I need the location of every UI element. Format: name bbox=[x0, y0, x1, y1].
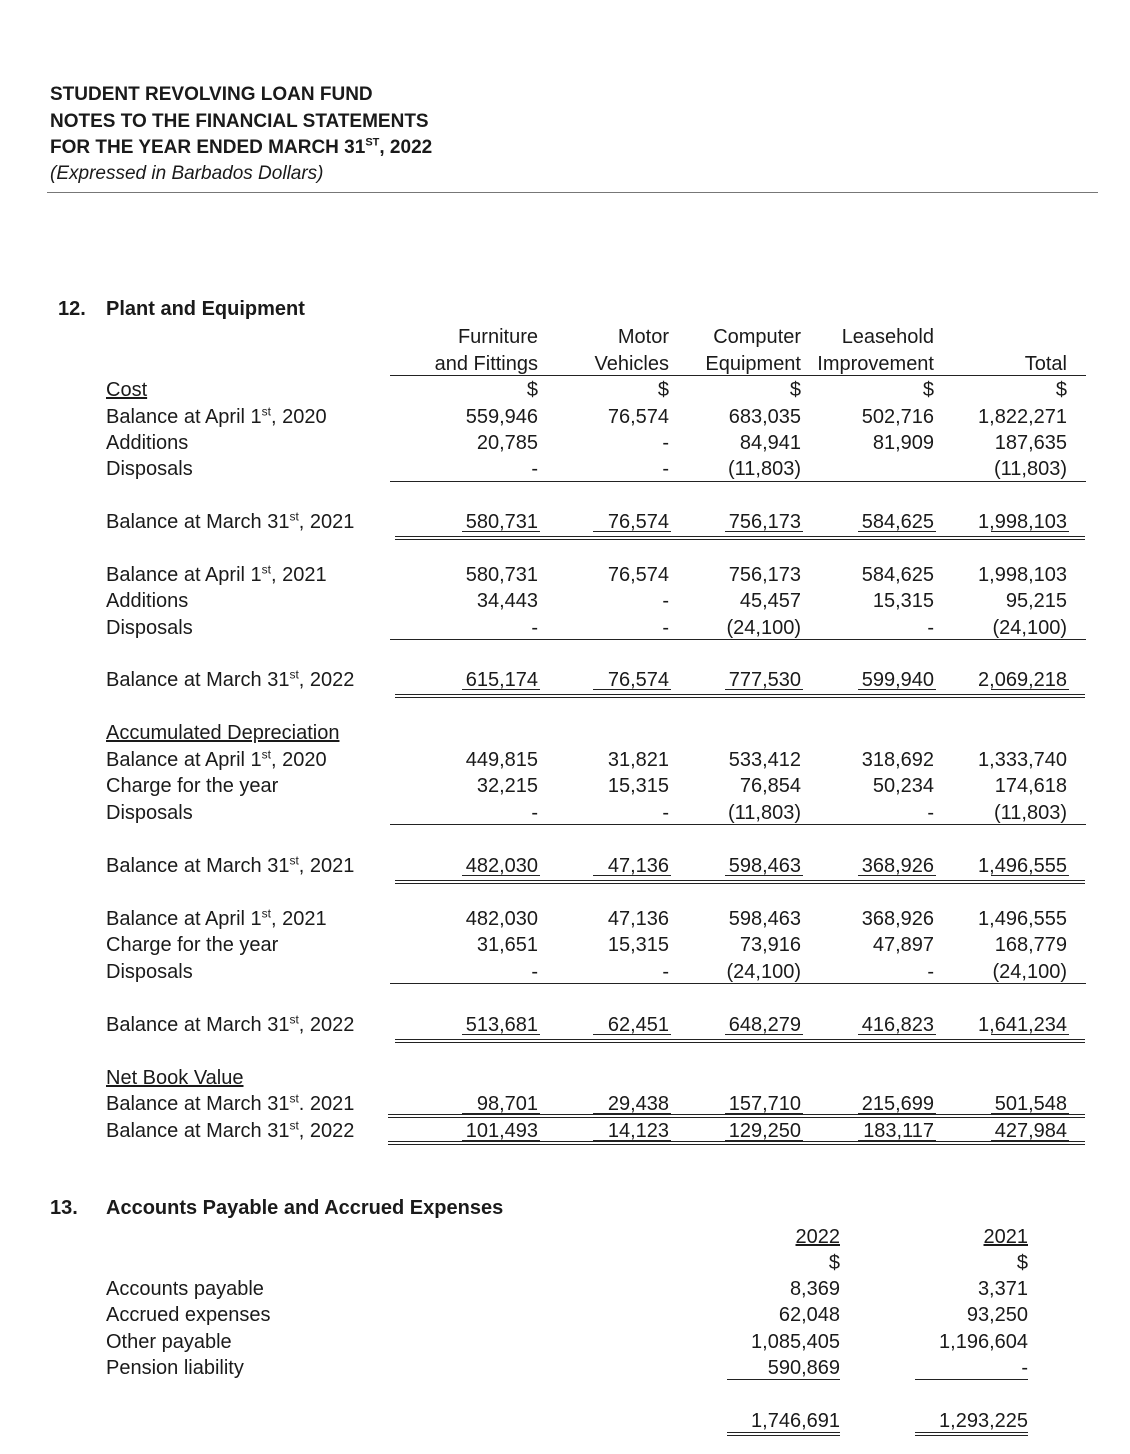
table-cell: 20,785 bbox=[476, 432, 538, 454]
table-cell: 76,574 bbox=[607, 564, 669, 586]
table-cell: 756,173 bbox=[728, 564, 801, 586]
table-cell: 584,625 bbox=[861, 511, 934, 533]
subtotal-rule bbox=[390, 824, 1086, 825]
figure-underline bbox=[725, 875, 803, 876]
figure-underline bbox=[593, 689, 671, 690]
table-cell: 2,069,218 bbox=[978, 669, 1067, 691]
table-cell: 15,315 bbox=[607, 775, 669, 797]
table-cell: (24,100) bbox=[992, 617, 1067, 639]
row-label: Balance at April 1st, 2021 bbox=[106, 562, 327, 586]
table-cell: 47,136 bbox=[607, 908, 669, 930]
table-cell: 1,998,103 bbox=[978, 564, 1067, 586]
note-12-number: 12. bbox=[58, 298, 86, 320]
table-cell: - bbox=[662, 590, 669, 612]
table-cell: 34,443 bbox=[476, 590, 538, 612]
nbv-double-rule bbox=[388, 1114, 1085, 1118]
table-cell: 615,174 bbox=[465, 669, 538, 691]
table-cell: - bbox=[531, 617, 538, 639]
column-header-top: Furniture bbox=[457, 326, 538, 348]
table-cell: 31,821 bbox=[607, 749, 669, 771]
table-cell: 29,438 bbox=[607, 1093, 669, 1115]
table-cell: 368,926 bbox=[861, 908, 934, 930]
table-cell: 84,941 bbox=[739, 432, 801, 454]
note-13-title: Accounts Payable and Accrued Expenses bbox=[106, 1197, 504, 1219]
row-label: Balance at March 31st. 2021 bbox=[106, 1091, 355, 1115]
depreciation-heading: Accumulated Depreciation bbox=[106, 722, 340, 744]
currency-symbol: $ bbox=[789, 379, 801, 401]
row-label: Balance at April 1st, 2021 bbox=[106, 906, 327, 930]
nbv-double-rule bbox=[388, 1141, 1085, 1145]
header-divider bbox=[47, 192, 1098, 193]
table-cell: (11,803) bbox=[993, 458, 1067, 480]
figure-underline bbox=[593, 875, 671, 876]
value-2022: 8,369 bbox=[789, 1278, 840, 1300]
column-header-bottom: Vehicles bbox=[594, 353, 669, 375]
row-label: Pension liability bbox=[106, 1357, 244, 1379]
table-cell: - bbox=[662, 961, 669, 983]
table-cell: 15,315 bbox=[607, 934, 669, 956]
column-header-top: Computer bbox=[713, 326, 801, 348]
table-cell: 47,136 bbox=[607, 855, 669, 877]
table-cell: 533,412 bbox=[728, 749, 801, 771]
currency-symbol: $ bbox=[922, 379, 934, 401]
table-cell: 1,998,103 bbox=[978, 511, 1067, 533]
total-double-rule bbox=[395, 880, 1085, 884]
figure-underline bbox=[725, 1034, 803, 1035]
subtotal-rule bbox=[915, 1379, 1028, 1380]
table-cell: 50,234 bbox=[872, 775, 934, 797]
cost-heading: Cost bbox=[106, 379, 148, 401]
table-cell: - bbox=[927, 802, 934, 824]
table-cell: - bbox=[927, 961, 934, 983]
figure-underline bbox=[858, 531, 936, 532]
figure-underline bbox=[725, 531, 803, 532]
currency-symbol: $ bbox=[828, 1252, 840, 1274]
table-cell: 1,496,555 bbox=[978, 908, 1067, 930]
table-cell: 427,984 bbox=[994, 1120, 1067, 1142]
table-cell: - bbox=[662, 432, 669, 454]
column-header-top: Motor bbox=[617, 326, 669, 348]
table-cell: 62,451 bbox=[607, 1014, 669, 1036]
table-cell: - bbox=[662, 617, 669, 639]
figure-underline bbox=[462, 689, 540, 690]
figure-underline bbox=[462, 1034, 540, 1035]
row-label: Disposals bbox=[106, 802, 193, 824]
note-12-title: Plant and Equipment bbox=[106, 298, 305, 320]
table-cell: 482,030 bbox=[465, 908, 538, 930]
report-title: STUDENT REVOLVING LOAN FUND bbox=[50, 84, 373, 105]
figure-underline bbox=[593, 1034, 671, 1035]
subtotal-rule bbox=[390, 481, 1086, 482]
value-2021: - bbox=[1021, 1357, 1028, 1379]
table-cell: 482,030 bbox=[465, 855, 538, 877]
row-label: Charge for the year bbox=[106, 775, 279, 797]
table-cell: 129,250 bbox=[728, 1120, 801, 1142]
table-cell: 45,457 bbox=[739, 590, 801, 612]
currency-symbol: $ bbox=[526, 379, 538, 401]
table-cell: - bbox=[531, 802, 538, 824]
table-cell: 502,716 bbox=[861, 406, 934, 428]
table-cell: 183,117 bbox=[863, 1120, 934, 1142]
column-header-bottom: Equipment bbox=[705, 353, 801, 375]
total-2021: 1,293,225 bbox=[939, 1410, 1028, 1432]
currency-symbol: $ bbox=[1016, 1252, 1028, 1274]
value-2021: 1,196,604 bbox=[939, 1331, 1028, 1353]
figure-underline bbox=[858, 875, 936, 876]
figure-underline bbox=[462, 875, 540, 876]
table-cell: 95,215 bbox=[1005, 590, 1067, 612]
column-header-bottom: Total bbox=[1024, 353, 1067, 375]
column-header-bottom: Improvement bbox=[817, 353, 934, 375]
subtotal-rule bbox=[390, 983, 1086, 984]
table-cell: 32,215 bbox=[476, 775, 538, 797]
table-cell: 76,574 bbox=[607, 669, 669, 691]
year-header-2022: 2022 bbox=[795, 1226, 840, 1248]
table-cell: 15,315 bbox=[872, 590, 934, 612]
row-label: Accrued expenses bbox=[106, 1304, 271, 1326]
table-cell: 559,946 bbox=[465, 406, 538, 428]
value-2021: 93,250 bbox=[966, 1304, 1028, 1326]
row-label: Balance at March 31st, 2021 bbox=[106, 853, 355, 877]
row-label: Disposals bbox=[106, 961, 193, 983]
value-2022: 1,085,405 bbox=[751, 1331, 840, 1353]
table-cell: 599,940 bbox=[861, 669, 934, 691]
table-cell: 187,635 bbox=[994, 432, 1067, 454]
table-cell: 1,822,271 bbox=[978, 406, 1067, 428]
row-label: Balance at April 1st, 2020 bbox=[106, 404, 327, 428]
value-2021: 3,371 bbox=[977, 1278, 1028, 1300]
note-13-number: 13. bbox=[50, 1197, 78, 1219]
table-cell: (24,100) bbox=[992, 961, 1067, 983]
report-period: FOR THE YEAR ENDED MARCH 31ST, 2022 bbox=[50, 136, 433, 158]
figure-underline bbox=[725, 689, 803, 690]
figure-underline bbox=[991, 875, 1069, 876]
table-cell: 76,574 bbox=[607, 406, 669, 428]
table-cell: 1,496,555 bbox=[978, 855, 1067, 877]
row-label: Additions bbox=[106, 590, 189, 612]
figure-underline bbox=[462, 531, 540, 532]
row-label: Balance at April 1st, 2020 bbox=[106, 747, 327, 771]
table-cell: 580,731 bbox=[465, 564, 538, 586]
table-cell: 215,699 bbox=[861, 1093, 934, 1115]
total-double-rule bbox=[395, 536, 1085, 540]
table-cell: 101,493 bbox=[465, 1120, 538, 1142]
table-cell: 416,823 bbox=[861, 1014, 934, 1036]
currency-note: (Expressed in Barbados Dollars) bbox=[50, 163, 324, 184]
table-cell: 1,641,234 bbox=[978, 1014, 1067, 1036]
table-cell: (24,100) bbox=[726, 961, 801, 983]
row-label: Other payable bbox=[106, 1331, 232, 1353]
total-double-rule bbox=[727, 1432, 840, 1436]
row-label: Balance at March 31st, 2022 bbox=[106, 1012, 355, 1036]
currency-symbol: $ bbox=[1055, 379, 1067, 401]
table-cell: 47,897 bbox=[872, 934, 934, 956]
table-cell: 14,123 bbox=[607, 1120, 669, 1142]
table-cell: 580,731 bbox=[465, 511, 538, 533]
table-cell: 368,926 bbox=[861, 855, 934, 877]
table-cell: 756,173 bbox=[728, 511, 801, 533]
row-label: Disposals bbox=[106, 617, 193, 639]
table-cell: 73,916 bbox=[739, 934, 801, 956]
header-underline bbox=[390, 375, 1086, 376]
table-cell: 598,463 bbox=[728, 908, 801, 930]
total-double-rule bbox=[915, 1432, 1028, 1436]
table-cell: 318,692 bbox=[861, 749, 934, 771]
table-cell: 174,618 bbox=[994, 775, 1067, 797]
table-cell: - bbox=[531, 458, 538, 480]
figure-underline bbox=[991, 531, 1069, 532]
subtotal-rule bbox=[727, 1379, 840, 1380]
table-cell: 168,779 bbox=[994, 934, 1067, 956]
row-label: Balance at March 31st, 2021 bbox=[106, 509, 355, 533]
table-cell: - bbox=[662, 458, 669, 480]
year-header-2021: 2021 bbox=[983, 1226, 1028, 1248]
table-cell: (11,803) bbox=[727, 802, 801, 824]
row-label: Balance at March 31st, 2022 bbox=[106, 1118, 355, 1142]
figure-underline bbox=[858, 1034, 936, 1035]
row-label: Disposals bbox=[106, 458, 193, 480]
row-label: Accounts payable bbox=[106, 1278, 264, 1300]
figure-underline bbox=[991, 689, 1069, 690]
table-cell: 98,701 bbox=[476, 1093, 538, 1115]
table-cell: 157,710 bbox=[728, 1093, 801, 1115]
table-cell: - bbox=[531, 961, 538, 983]
figure-underline bbox=[858, 689, 936, 690]
table-cell: (11,803) bbox=[727, 458, 801, 480]
table-cell: (11,803) bbox=[993, 802, 1067, 824]
currency-symbol: $ bbox=[657, 379, 669, 401]
table-cell: 584,625 bbox=[861, 564, 934, 586]
column-header-bottom: and Fittings bbox=[434, 353, 538, 375]
subtotal-rule bbox=[390, 639, 1086, 640]
table-cell: 76,854 bbox=[739, 775, 801, 797]
column-header-top: Leasehold bbox=[841, 326, 934, 348]
row-label: Additions bbox=[106, 432, 189, 454]
table-cell: 81,909 bbox=[872, 432, 934, 454]
table-cell: (24,100) bbox=[726, 617, 801, 639]
nbv-heading: Net Book Value bbox=[106, 1067, 244, 1089]
table-cell: 777,530 bbox=[728, 669, 801, 691]
table-cell: - bbox=[662, 802, 669, 824]
table-cell: 501,548 bbox=[994, 1093, 1067, 1115]
total-double-rule bbox=[395, 694, 1085, 698]
row-label: Balance at March 31st, 2022 bbox=[106, 667, 355, 691]
figure-underline bbox=[593, 531, 671, 532]
table-cell: 683,035 bbox=[728, 406, 801, 428]
table-cell: - bbox=[927, 617, 934, 639]
row-label: Charge for the year bbox=[106, 934, 279, 956]
report-subtitle: NOTES TO THE FINANCIAL STATEMENTS bbox=[50, 111, 429, 132]
table-cell: 31,651 bbox=[476, 934, 538, 956]
value-2022: 62,048 bbox=[778, 1304, 840, 1326]
table-cell: 76,574 bbox=[607, 511, 669, 533]
table-cell: 449,815 bbox=[465, 749, 538, 771]
figure-underline bbox=[991, 1034, 1069, 1035]
total-double-rule bbox=[395, 1039, 1085, 1043]
total-2022: 1,746,691 bbox=[751, 1410, 840, 1432]
value-2022: 590,869 bbox=[767, 1357, 840, 1379]
table-cell: 513,681 bbox=[465, 1014, 538, 1036]
table-cell: 648,279 bbox=[728, 1014, 801, 1036]
table-cell: 598,463 bbox=[728, 855, 801, 877]
table-cell: 1,333,740 bbox=[978, 749, 1067, 771]
